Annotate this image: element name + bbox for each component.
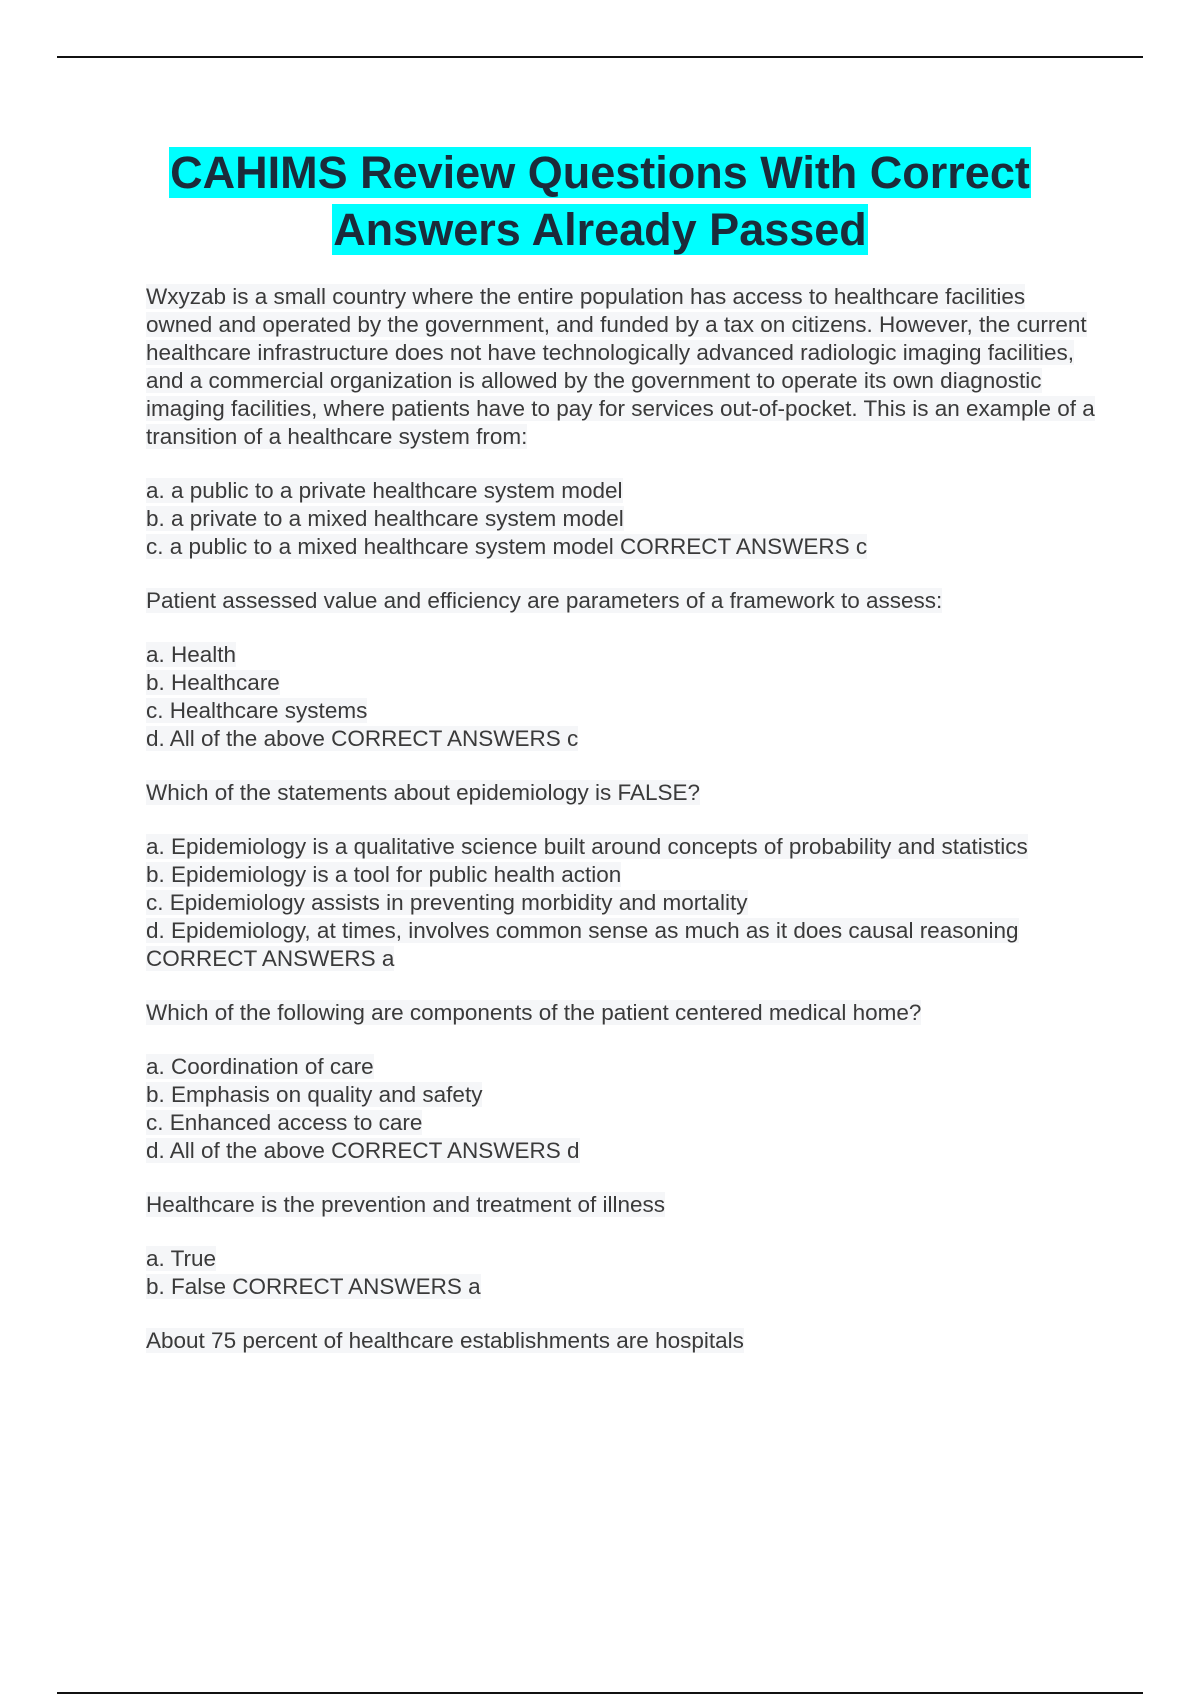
answer-option: a. Coordination of care [146,1054,374,1079]
question-block [146,587,1096,753]
questions-body [146,283,1096,1355]
question-block [146,283,1096,561]
answer-option: b. Epidemiology is a tool for public health action [146,862,622,887]
answer-option: a. a public to a private healthcare system model [146,478,623,503]
question-stem: Which of the following are components of the patient centered medical home? [146,1000,922,1025]
page-title [60,144,1140,258]
question-stem: Healthcare is the prevention and treatment of illness [146,1192,666,1217]
answer-option: d. Epidemiology, at times, involves common sense as much as it does causal reasoning CORRECT ANSWERS a [146,918,1019,971]
question-stem: Which of the statements about epidemiology is FALSE? [146,780,701,805]
answer-option: c. Enhanced access to care [146,1110,423,1135]
answer-option: c. Epidemiology assists in preventing morbidity and mortality [146,890,748,915]
answer-option: b. Emphasis on quality and safety [146,1082,483,1107]
answer-option: b. Healthcare [146,670,280,695]
bottom-rule [57,1692,1143,1694]
title-line-2: Answers Already Passed [333,204,867,255]
answer-option: a. Health [146,642,237,667]
answer-option: d. All of the above CORRECT ANSWERS d [146,1138,580,1163]
question-stem: About 75 percent of healthcare establishments are hospitals [146,1328,744,1353]
question-block [146,1191,1096,1301]
question-block [146,1327,1096,1355]
answer-option: b. a private to a mixed healthcare system model [146,506,624,531]
title-line-1: CAHIMS Review Questions With Correct [170,147,1030,198]
answer-option: c. a public to a mixed healthcare system model CORRECT ANSWERS c [146,534,868,559]
question-block [146,779,1096,973]
question-stem: Patient assessed value and efficiency are parameters of a framework to assess: [146,588,943,613]
question-stem: Wxyzab is a small country where the entire population has access to healthcare facilities owned and operated by the government, and funded by a tax on citizens. However, the current healthcare infrastructure does not have technologically advanced radiologic imaging facilities, and a commercial organization is allowed by the government to operate its own diagnostic imaging facilities, where patients have to pay for services out-of-pocket. This is an example of a transition of a healthcare system from: [146,284,1095,449]
answer-option: a. True [146,1246,217,1271]
answer-option: a. Epidemiology is a qualitative science built around concepts of probability and statistics [146,834,1028,859]
answer-option: b. False CORRECT ANSWERS a [146,1274,481,1299]
answer-option: d. All of the above CORRECT ANSWERS c [146,726,579,751]
top-rule [57,56,1143,58]
question-block [146,999,1096,1165]
answer-option: c. Healthcare systems [146,698,368,723]
